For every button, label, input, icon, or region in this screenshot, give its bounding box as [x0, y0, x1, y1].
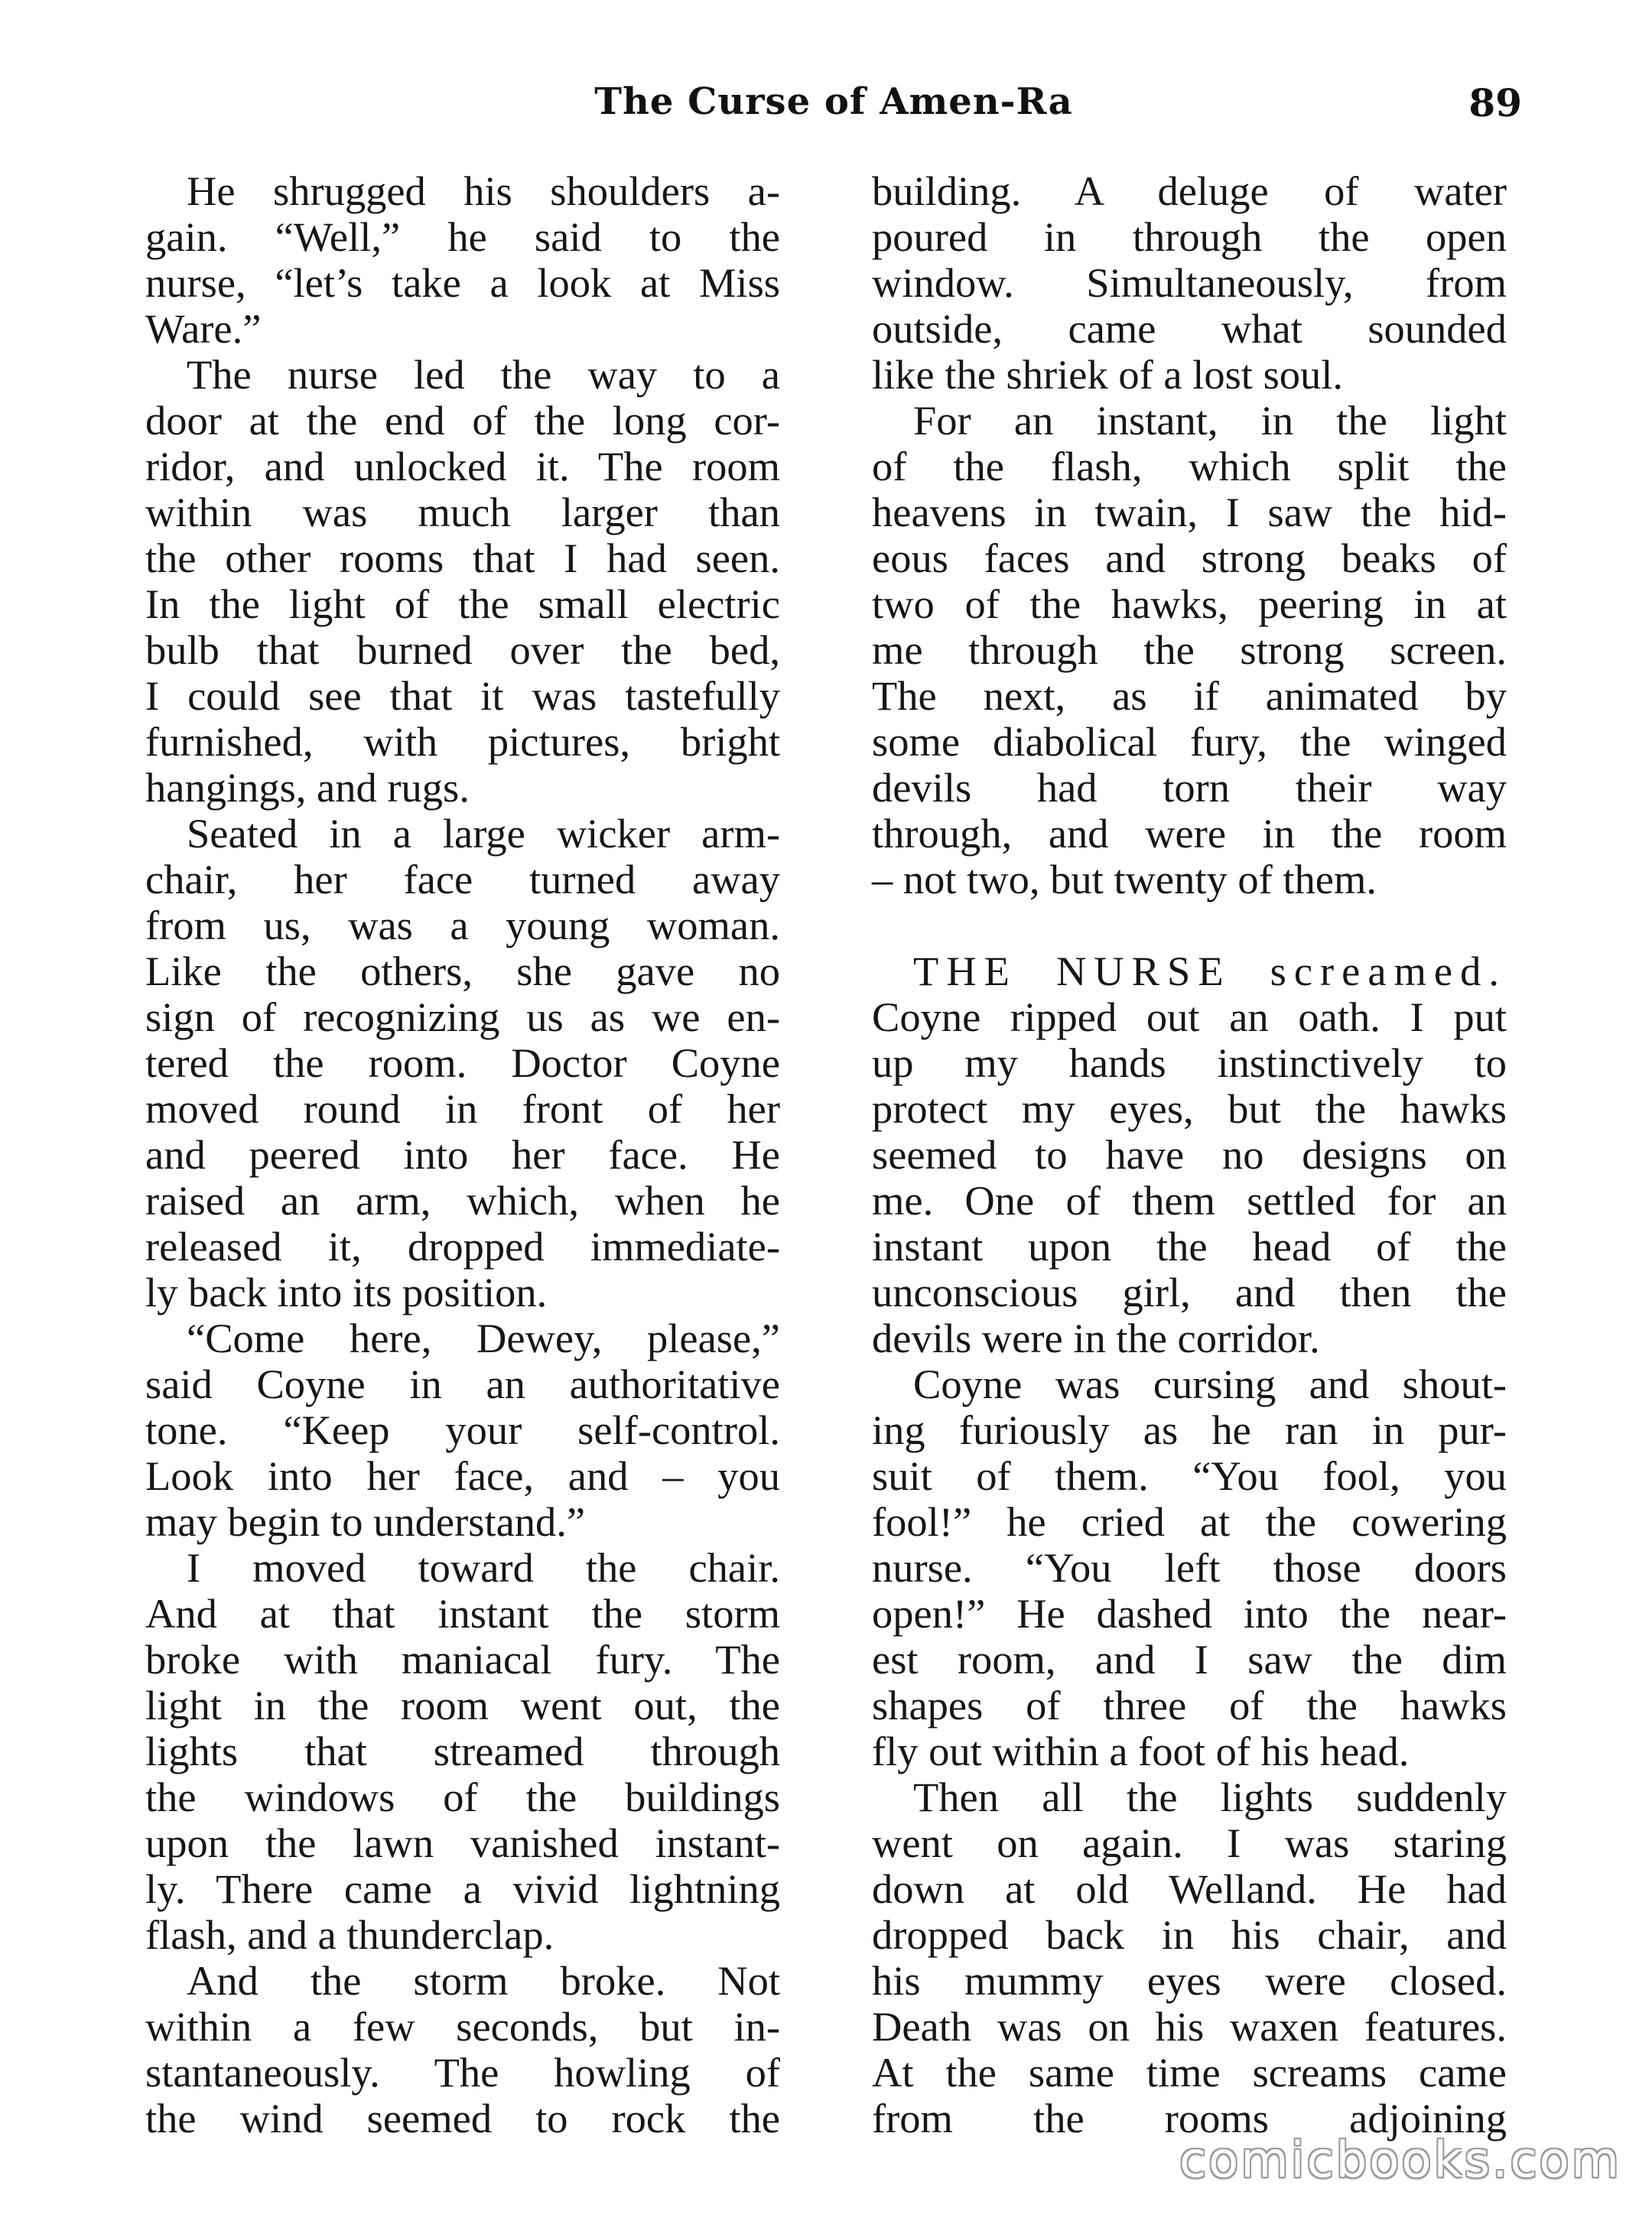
text-line: Death was on his waxen features.	[872, 2003, 1507, 2050]
text-line: dropped back in his chair, and	[872, 1911, 1507, 1958]
text-line: broke with maniacal fury. The	[145, 1636, 780, 1683]
text-line: furnished, with pictures, bright	[145, 718, 780, 765]
text-line: nurse, “let’s take a look at Miss	[145, 259, 780, 306]
text-line: through, and were in the room	[872, 810, 1507, 857]
text-line: And the storm broke. Not	[187, 1957, 780, 2004]
text-line: door at the end of the long cor-	[145, 397, 780, 444]
text-line: ly back into its position.	[145, 1269, 548, 1316]
text-line: building. A deluge of water	[872, 167, 1507, 214]
text-line: open!” He dashed into the near-	[872, 1590, 1507, 1637]
text-line: unconscious girl, and then the	[872, 1269, 1507, 1316]
text-line: For an instant, in the light	[913, 397, 1507, 444]
text-line: may begin to understand.”	[145, 1498, 586, 1545]
text-line: and peered into her face. He	[145, 1131, 780, 1178]
text-line: instant upon the head of the	[872, 1223, 1507, 1270]
page-header	[145, 80, 1522, 141]
text-line: And at that instant the storm	[145, 1590, 780, 1637]
text-line: flash, and a thunderclap.	[145, 1911, 554, 1958]
text-line: At the same time screams came	[872, 2049, 1507, 2096]
text-line: light in the room went out, the	[145, 1682, 780, 1729]
text-line: chair, her face turned away	[145, 856, 780, 902]
text-line: ly. There came a vivid lightning	[145, 1865, 780, 1912]
text-line: his mummy eyes were closed.	[872, 1957, 1507, 2004]
text-line: Then all the lights suddenly	[913, 1774, 1507, 1820]
text-line: from us, was a young woman.	[145, 902, 780, 948]
text-line: Seated in a large wicker arm-	[187, 810, 780, 857]
text-line: me. One of them settled for an	[872, 1177, 1507, 1224]
text-line: seemed to have no designs on	[872, 1131, 1507, 1178]
text-line: fool!” he cried at the cowering	[872, 1498, 1507, 1545]
text-line: some diabolical fury, the winged	[872, 718, 1507, 765]
text-line: down at old Welland. He had	[872, 1865, 1507, 1912]
text-line: hangings, and rugs.	[145, 764, 470, 811]
running-title: The Curse of Amen-Ra	[594, 80, 1073, 123]
text-line: Ware.”	[145, 305, 262, 352]
text-line: The nurse led the way to a	[187, 351, 780, 398]
text-line: devils had torn their way	[872, 764, 1507, 811]
text-line: like the shriek of a lost soul.	[872, 351, 1344, 398]
text-line: He shrugged his shoulders a-	[187, 167, 780, 214]
text-line: within was much larger than	[145, 489, 780, 535]
text-line: THE NURSE screamed.	[913, 948, 1507, 994]
text-line: of the flash, which split the	[872, 443, 1507, 489]
right-text-column	[872, 168, 1507, 2142]
text-line: released it, dropped immediate-	[145, 1223, 780, 1270]
text-line: the wind seemed to rock the	[145, 2095, 780, 2142]
text-line: window. Simultaneously, from	[872, 259, 1507, 306]
text-line: tone. “Keep your self-control.	[145, 1407, 780, 1453]
text-line: stantaneously. The howling of	[145, 2049, 780, 2096]
text-line: The next, as if animated by	[872, 672, 1507, 719]
text-line: moved round in front of her	[145, 1085, 780, 1132]
text-line: gain. “Well,” he said to the	[145, 213, 780, 260]
text-line: nurse. “You left those doors	[872, 1544, 1507, 1591]
text-line: shapes of three of the hawks	[872, 1682, 1507, 1729]
left-text-column	[145, 168, 780, 2142]
text-line: upon the lawn vanished instant-	[145, 1820, 780, 1866]
text-line: within a few seconds, but in-	[145, 2003, 780, 2050]
text-line: went on again. I was staring	[872, 1820, 1507, 1866]
text-line: est room, and I saw the dim	[872, 1636, 1507, 1683]
text-line: devils were in the corridor.	[872, 1315, 1320, 1361]
text-line: outside, came what sounded	[872, 305, 1507, 352]
text-line: – not two, but twenty of them.	[872, 856, 1377, 902]
text-line: Coyne ripped out an oath. I put	[872, 994, 1507, 1040]
text-line: protect my eyes, but the hawks	[872, 1085, 1507, 1132]
text-line: two of the hawks, peering in at	[872, 581, 1507, 627]
page-number: 89	[1468, 80, 1522, 125]
text-line: eous faces and strong beaks of	[872, 535, 1507, 581]
text-line: “Come here, Dewey, please,”	[187, 1315, 780, 1361]
text-line: up my hands instinctively to	[872, 1039, 1507, 1086]
text-line: poured in through the open	[872, 213, 1507, 260]
text-line: lights that streamed through	[145, 1728, 780, 1774]
text-line: tered the room. Doctor Coyne	[145, 1039, 780, 1086]
text-line: Coyne was cursing and shout-	[913, 1361, 1507, 1407]
text-line: heavens in twain, I saw the hid-	[872, 489, 1507, 535]
text-line: the other rooms that I had seen.	[145, 535, 780, 581]
text-line: sign of recognizing us as we en-	[145, 994, 780, 1040]
text-line: fly out within a foot of his head.	[872, 1728, 1410, 1774]
text-line: raised an arm, which, when he	[145, 1177, 780, 1224]
text-line: bulb that burned over the bed,	[145, 626, 780, 673]
watermark: comicbooks.com	[1179, 2132, 1621, 2189]
text-line: the windows of the buildings	[145, 1774, 780, 1820]
text-line: from the rooms adjoining	[872, 2095, 1507, 2142]
text-line: ing furiously as he ran in pur-	[872, 1407, 1507, 1453]
text-line: Like the others, she gave no	[145, 948, 780, 994]
text-line: Look into her face, and – you	[145, 1452, 780, 1499]
section-break	[872, 902, 1507, 948]
text-line: said Coyne in an authoritative	[145, 1361, 780, 1407]
text-line: suit of them. “You fool, you	[872, 1452, 1507, 1499]
text-line: I moved toward the chair.	[187, 1544, 780, 1591]
text-line: ridor, and unlocked it. The room	[145, 443, 780, 489]
text-line: me through the strong screen.	[872, 626, 1507, 673]
text-line: I could see that it was tastefully	[145, 672, 780, 719]
text-line: In the light of the small electric	[145, 581, 780, 627]
